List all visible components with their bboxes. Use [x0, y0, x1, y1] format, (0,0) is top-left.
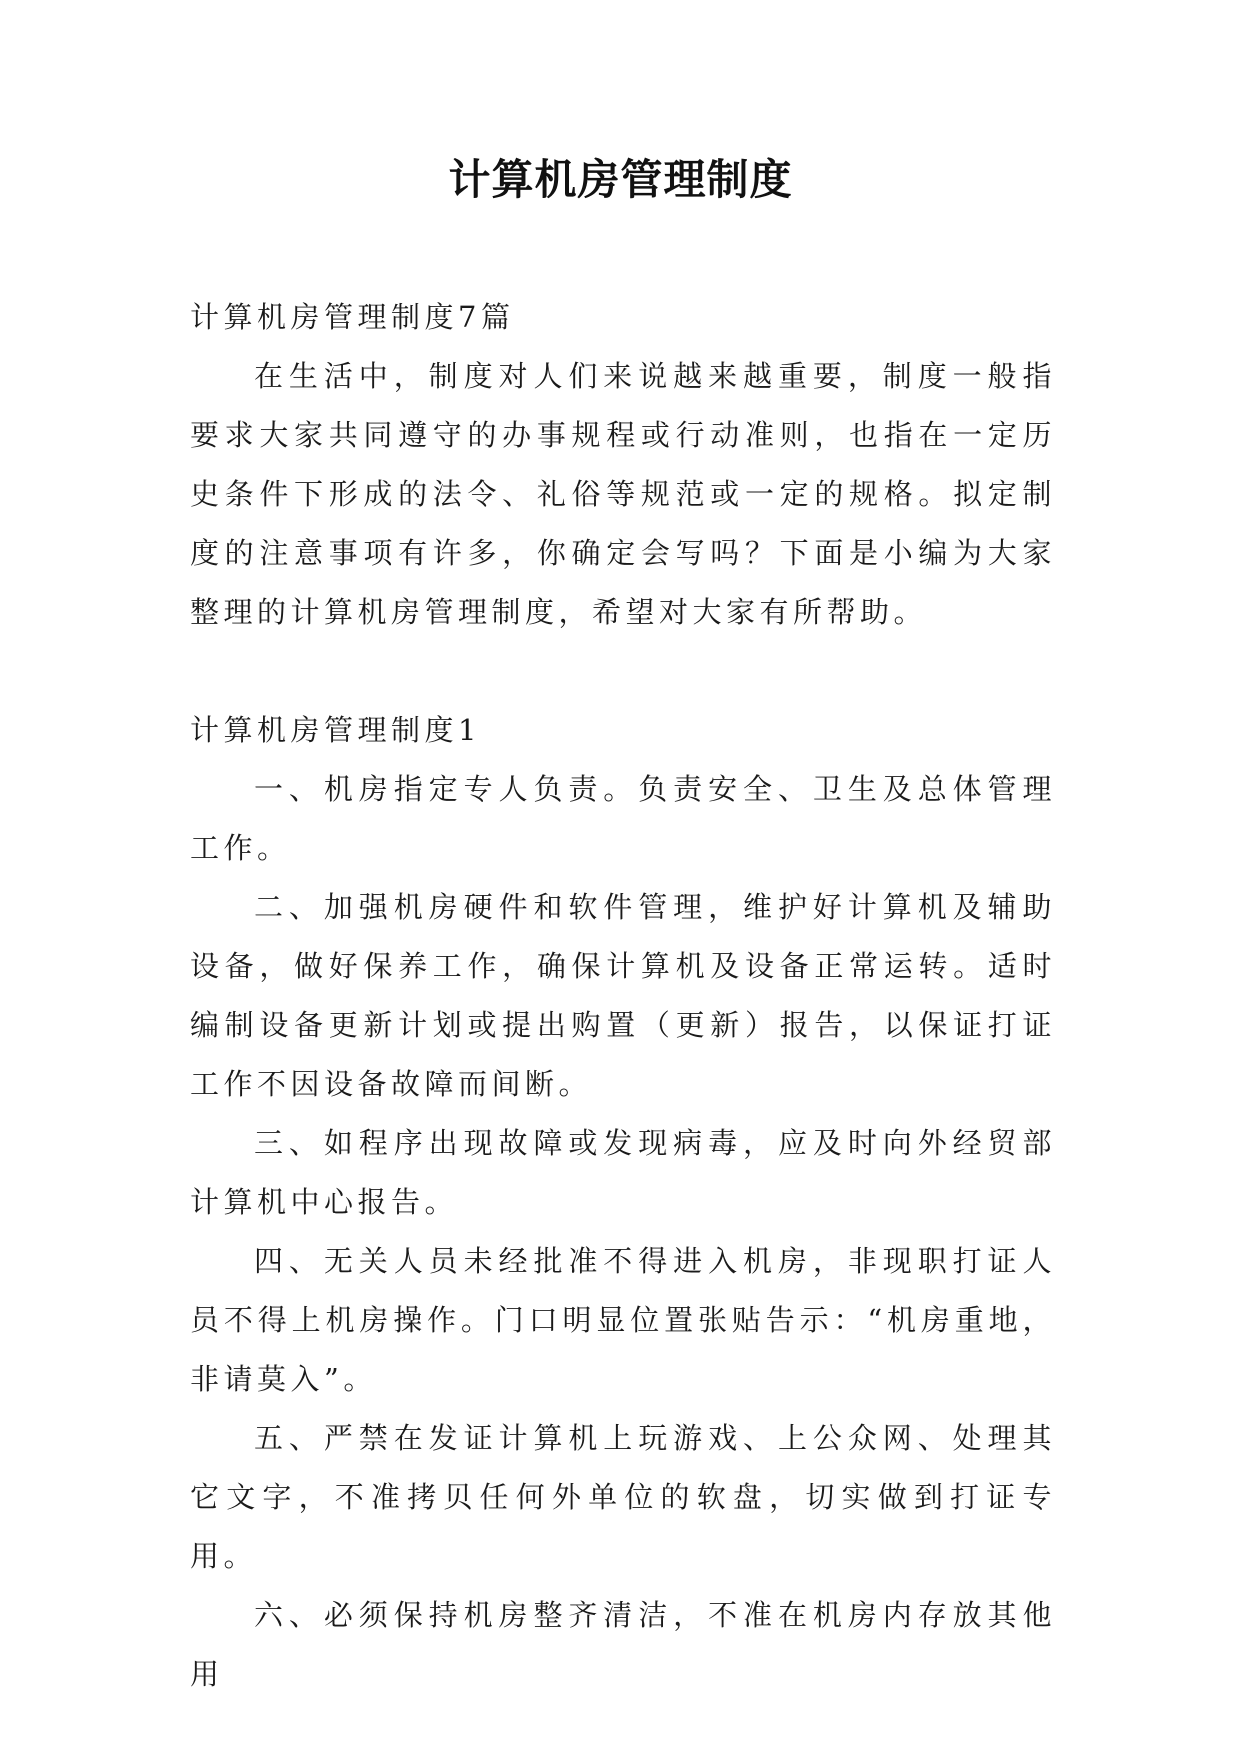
rule-item-6: 六、必须保持机房整齐清洁，不准在机房内存放其他用 — [190, 1598, 1056, 1691]
rule-item-3: 三、如程序出现故障或发现病毒，应及时向外经贸部计算机中心报告。 — [190, 1126, 1056, 1219]
rule-item-1: 一、机房指定专人负责。负责安全、卫生及总体管理工作。 — [190, 772, 1056, 865]
rule-item-5: 五、严禁在发证计算机上玩游戏、上公众网、处理其它文字，不准拷贝任何外单位的软盘，切实做到打证专用。 — [190, 1421, 1056, 1573]
intro-paragraph: 在生活中，制度对人们来说越来越重要，制度一般指要求大家共同遵守的办事规程或行动准则，也指在一定历史条件下形成的法令、礼俗等规范或一定的规格。拟定制度的注意事项有许多，你确定会写吗？下面是小编为大家整理的计算机房管理制度，希望对大家有所帮助。 — [190, 359, 1056, 629]
document-body — [190, 288, 1056, 1704]
rule-item-2: 二、加强机房硬件和软件管理，维护好计算机及辅助设备，做好保养工作，确保计算机及设备正常运转。适时编制设备更新计划或提出购置（更新）报告，以保证打证工作不因设备故障而间断。 — [190, 890, 1056, 1101]
rule-item-4: 四、无关人员未经批准不得进入机房，非现职打证人员不得上机房操作。门口明显位置张贴告示：“机房重地，非请莫入”。 — [190, 1244, 1056, 1396]
document-subtitle: 计算机房管理制度7篇 — [190, 300, 515, 334]
document-title: 计算机房管理制度 — [448, 155, 793, 204]
section-heading: 计算机房管理制度1 — [190, 713, 481, 747]
paragraph-spacer — [190, 642, 1056, 701]
